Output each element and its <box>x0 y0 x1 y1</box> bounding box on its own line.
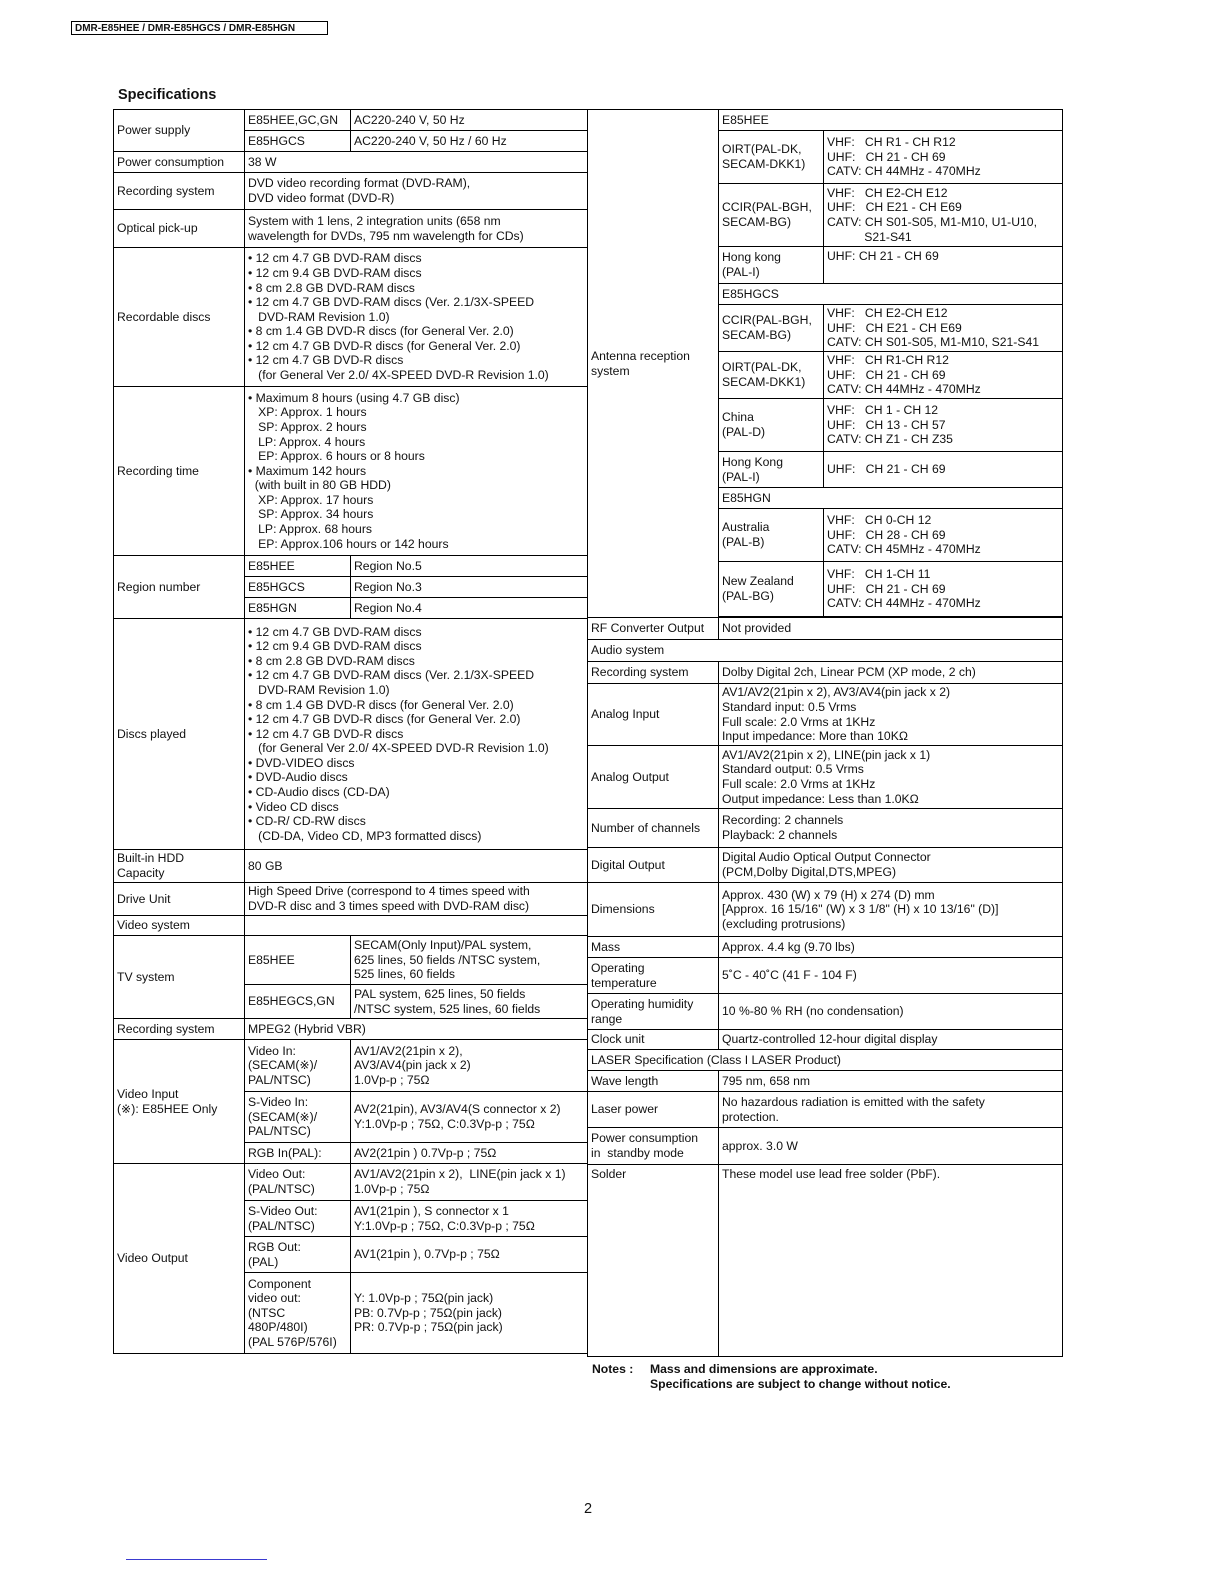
video-input-value: AV1/AV2(21pin x 2), AV3/AV4(pin jack x 2) 1.0Vp-p ; 75Ω <box>351 1040 588 1092</box>
antenna-channels: VHF: CH 1-CH 11 UHF: CH 21 - CH 69 CATV: CH 44MHz - 470MHz <box>824 562 1063 617</box>
digital-output-label: Digital Output <box>588 848 719 883</box>
antenna-system: OIRT(PAL-DK, SECAM-DKK1) <box>719 131 824 184</box>
video-recording-system-label: Recording system <box>114 1019 245 1040</box>
video-output-value: AV1(21pin ), S connector x 1 Y:1.0Vp-p ; 75Ω, C:0.3Vp-p ; 75Ω <box>351 1201 588 1237</box>
power-supply-model: E85HGCS <box>245 131 351 152</box>
antenna-system: New Zealand (PAL-BG) <box>719 562 824 617</box>
power-supply-model: E85HEE,GC,GN <box>245 110 351 131</box>
solder-label: Solder <box>588 1165 719 1357</box>
video-input-value: AV2(21pin ) 0.7Vp-p ; 75Ω <box>351 1143 588 1164</box>
antenna-channels: VHF: CH R1-CH R12 UHF: CH 21 - CH 69 CATV: CH 44MHz - 470MHz <box>824 352 1063 399</box>
page-number: 2 <box>583 1501 593 1517</box>
notes-label: Notes : <box>592 1362 634 1376</box>
video-output-value: AV1/AV2(21pin x 2), LINE(pin jack x 1) 1.0Vp-p ; 75Ω <box>351 1164 588 1201</box>
dimensions-value: Approx. 430 (W) x 79 (H) x 274 (D) mm [Approx. 16 15/16" (W) x 3 1/8" (H) x 10 13/16" (D)] (excluding protrusions) <box>719 883 1063 937</box>
right-spec-table <box>587 109 1063 1357</box>
page-title: Specifications <box>118 87 217 103</box>
video-output-name: Video Out: (PAL/NTSC) <box>245 1164 351 1201</box>
antenna-channels: VHF: CH R1 - CH R12 UHF: CH 21 - CH 69 CATV: CH 44MHz - 470MHz <box>824 131 1063 184</box>
discs-played-value: • 12 cm 4.7 GB DVD-RAM discs • 12 cm 9.4 GB DVD-RAM discs • 8 cm 2.8 GB DVD-RAM discs • 12 cm 4.7 GB DVD-RAM discs (Ver. 2.1/3X-SPEED DVD-RAM Revision 1.0) • 8 cm 1.4 GB DVD-R discs (for General Ver. 2.0) • 12 cm 4.7 GB DVD-R discs (for General Ver. 2.0) • 12 cm 4.7 GB DVD-R discs (for General Ver 2.0/ 4X-SPEED DVD-R Revision 1.0) • DVD-VIDEO discs • DVD-Audio discs • CD-Audio discs (CD-DA) • Video CD discs • CD-R/ CD-RW discs (CD-DA, Video CD, MP3 formatted discs) <box>245 619 588 850</box>
tv-system-model: E85HEE <box>245 936 351 985</box>
analog-output-label: Analog Output <box>588 746 719 809</box>
standby-power-value: approx. 3.0 W <box>719 1128 1063 1165</box>
region-model: E85HEE <box>245 556 351 577</box>
channels-label: Number of channels <box>588 809 719 848</box>
operating-temperature-value: 5˚C - 40˚C (41 F - 104 F) <box>719 958 1063 994</box>
operating-temperature-label: Operating temperature <box>588 958 719 994</box>
antenna-system: Australia (PAL-B) <box>719 509 824 562</box>
region-number-label: Region number <box>114 556 245 619</box>
video-input-name: RGB In(PAL): <box>245 1143 351 1164</box>
region-value: Region No.3 <box>351 577 588 598</box>
region-model: E85HGCS <box>245 577 351 598</box>
antenna-system: Hong kong (PAL-I) <box>719 247 824 284</box>
recording-time-value: • Maximum 8 hours (using 4.7 GB disc) XP: Approx. 1 hours SP: Approx. 2 hours LP: Approx. 4 hours EP: Approx. 6 hours or 8 hours • Maximum 142 hours (with built in 80 GB HDD) XP: Approx. 17 hours SP: Approx. 34 hours LP: Approx. 68 hours EP: Approx.106 hours or 142 hours <box>245 387 588 556</box>
region-model: E85HGN <box>245 598 351 619</box>
analog-output-value: AV1/AV2(21pin x 2), LINE(pin jack x 1) Standard output: 0.5 Vrms Full scale: 2.0 Vrms at 1KHz Output impedance: Less than 1.0KΩ <box>719 746 1063 809</box>
optical-pickup-value: System with 1 lens, 2 integration units (658 nm wavelength for DVDs, 795 nm wavelength for CDs) <box>245 210 588 248</box>
antenna-channels: VHF: CH 0-CH 12 UHF: CH 28 - CH 69 CATV: CH 45MHz - 470MHz <box>824 509 1063 562</box>
clock-unit-label: Clock unit <box>588 1030 719 1050</box>
clock-unit-value: Quartz-controlled 12-hour digital display <box>719 1030 1063 1050</box>
video-output-label: Video Output <box>114 1164 245 1354</box>
video-input-value: AV2(21pin), AV3/AV4(S connector x 2) Y:1.0Vp-p ; 75Ω, C:0.3Vp-p ; 75Ω <box>351 1092 588 1143</box>
power-supply-value: AC220-240 V, 50 Hz / 60 Hz <box>351 131 588 152</box>
tv-system-value: SECAM(Only Input)/PAL system, 625 lines, 50 fields /NTSC system, 525 lines, 60 fields <box>351 936 588 985</box>
notes-line-2: Specifications are subject to change without notice. <box>650 1377 951 1391</box>
tv-system-model: E85HEGCS,GN <box>245 985 351 1019</box>
tv-system-label: TV system <box>114 936 245 1019</box>
operating-humidity-value: 10 %-80 % RH (no condensation) <box>719 994 1063 1030</box>
wave-length-value: 795 nm, 658 nm <box>719 1071 1063 1092</box>
recording-time-label: Recording time <box>114 387 245 556</box>
analog-input-label: Analog Input <box>588 684 719 746</box>
discs-played-label: Discs played <box>114 619 245 850</box>
laser-power-label: Laser power <box>588 1092 719 1128</box>
power-consumption-value: 38 W <box>245 152 588 173</box>
video-recording-system-value: MPEG2 (Hybrid VBR) <box>245 1019 588 1040</box>
power-consumption-label: Power consumption <box>114 152 245 173</box>
mass-label: Mass <box>588 937 719 958</box>
channels-value: Recording: 2 channels Playback: 2 channels <box>719 809 1063 848</box>
antenna-model-header: E85HGCS <box>719 284 1063 305</box>
video-output-value: Y: 1.0Vp-p ; 75Ω(pin jack) PB: 0.7Vp-p ; 75Ω(pin jack) PR: 0.7Vp-p ; 75Ω(pin jack) <box>351 1273 588 1354</box>
video-output-name: RGB Out: (PAL) <box>245 1237 351 1273</box>
video-input-label: Video Input (※): E85HEE Only <box>114 1040 245 1164</box>
audio-recording-value: Dolby Digital 2ch, Linear PCM (XP mode, 2 ch) <box>719 662 1063 684</box>
video-system-value <box>245 916 588 936</box>
audio-recording-label: Recording system <box>588 662 719 684</box>
drive-unit-value: High Speed Drive (correspond to 4 times speed with DVD-R disc and 3 times speed with DVD-RAM disc) <box>245 883 588 916</box>
laser-power-value: No hazardous radiation is emitted with the safety protection. <box>719 1092 1063 1128</box>
video-output-name: Component video out: (NTSC 480P/480I) (PAL 576P/576I) <box>245 1273 351 1354</box>
solder-value: These model use lead free solder (PbF). <box>719 1165 1063 1357</box>
video-system-label: Video system <box>114 916 245 936</box>
model-number-header: DMR-E85HEE / DMR-E85HGCS / DMR-E85HGN <box>71 21 328 35</box>
antenna-system: CCIR(PAL-BGH, SECAM-BG) <box>719 184 824 247</box>
antenna-system: OIRT(PAL-DK, SECAM-DKK1) <box>719 352 824 399</box>
antenna-system: CCIR(PAL-BGH, SECAM-BG) <box>719 305 824 352</box>
operating-humidity-label: Operating humidity range <box>588 994 719 1030</box>
power-supply-value: AC220-240 V, 50 Hz <box>351 110 588 131</box>
power-supply-label: Power supply <box>114 110 245 152</box>
antenna-channels: VHF: CH E2-CH E12 UHF: CH E21 - CH E69 CATV: CH S01-S05, M1-M10, S21-S41 <box>824 305 1063 352</box>
optical-pickup-label: Optical pick-up <box>114 210 245 248</box>
hdd-capacity-value: 80 GB <box>245 850 588 883</box>
notes-line-1: Mass and dimensions are approximate. <box>650 1362 878 1376</box>
video-output-value: AV1(21pin ), 0.7Vp-p ; 75Ω <box>351 1237 588 1273</box>
video-input-name: S-Video In: (SECAM(※)/ PAL/NTSC) <box>245 1092 351 1143</box>
region-value: Region No.4 <box>351 598 588 619</box>
rf-converter-label: RF Converter Output <box>588 618 719 640</box>
tv-system-value: PAL system, 625 lines, 50 fields /NTSC system, 525 lines, 60 fields <box>351 985 588 1019</box>
region-value: Region No.5 <box>351 556 588 577</box>
analog-input-value: AV1/AV2(21pin x 2), AV3/AV4(pin jack x 2) Standard input: 0.5 Vrms Full scale: 2.0 Vrms at 1KHz Input impedance: More than 10KΩ <box>719 684 1063 746</box>
antenna-system: Hong Kong (PAL-I) <box>719 452 824 488</box>
antenna-channels: VHF: CH E2-CH E12 UHF: CH E21 - CH E69 CATV: CH S01-S05, M1-M10, U1-U10, S21-S41 <box>824 184 1063 247</box>
standby-power-label: Power consumption in standby mode <box>588 1128 719 1165</box>
left-spec-table <box>113 109 588 1354</box>
dimensions-label: Dimensions <box>588 883 719 937</box>
antenna-channels: VHF: CH 1 - CH 12 UHF: CH 13 - CH 57 CATV: CH Z1 - CH Z35 <box>824 399 1063 452</box>
laser-spec-label: LASER Specification (Class I LASER Product) <box>588 1050 1063 1071</box>
rf-converter-value: Not provided <box>719 618 1063 640</box>
digital-output-value: Digital Audio Optical Output Connector (PCM,Dolby Digital,DTS,MPEG) <box>719 848 1063 883</box>
footer-divider <box>126 1559 267 1560</box>
antenna-model-header: E85HGN <box>719 488 1063 509</box>
antenna-channels: UHF: CH 21 - CH 69 <box>824 247 1063 284</box>
wave-length-label: Wave length <box>588 1071 719 1092</box>
antenna-model-header: E85HEE <box>719 110 1063 131</box>
recordable-discs-label: Recordable discs <box>114 248 245 387</box>
antenna-reception-label: Antenna reception system <box>588 110 719 618</box>
video-output-name: S-Video Out: (PAL/NTSC) <box>245 1201 351 1237</box>
drive-unit-label: Drive Unit <box>114 883 245 916</box>
antenna-channels: UHF: CH 21 - CH 69 <box>824 452 1063 488</box>
mass-value: Approx. 4.4 kg (9.70 lbs) <box>719 937 1063 958</box>
recording-system-label: Recording system <box>114 173 245 210</box>
recordable-discs-value: • 12 cm 4.7 GB DVD-RAM discs • 12 cm 9.4 GB DVD-RAM discs • 8 cm 2.8 GB DVD-RAM discs • 12 cm 4.7 GB DVD-RAM discs (Ver. 2.1/3X-SPEED DVD-RAM Revision 1.0) • 8 cm 1.4 GB DVD-R discs (for General Ver. 2.0) • 12 cm 4.7 GB DVD-R discs (for General Ver. 2.0) • 12 cm 4.7 GB DVD-R discs (for General Ver 2.0/ 4X-SPEED DVD-R Revision 1.0) <box>245 248 588 387</box>
recording-system-value: DVD video recording format (DVD-RAM), DVD video format (DVD-R) <box>245 173 588 210</box>
audio-system-label: Audio system <box>588 640 1063 662</box>
antenna-system: China (PAL-D) <box>719 399 824 452</box>
video-input-name: Video In: (SECAM(※)/ PAL/NTSC) <box>245 1040 351 1092</box>
hdd-capacity-label: Built-in HDD Capacity <box>114 850 245 883</box>
